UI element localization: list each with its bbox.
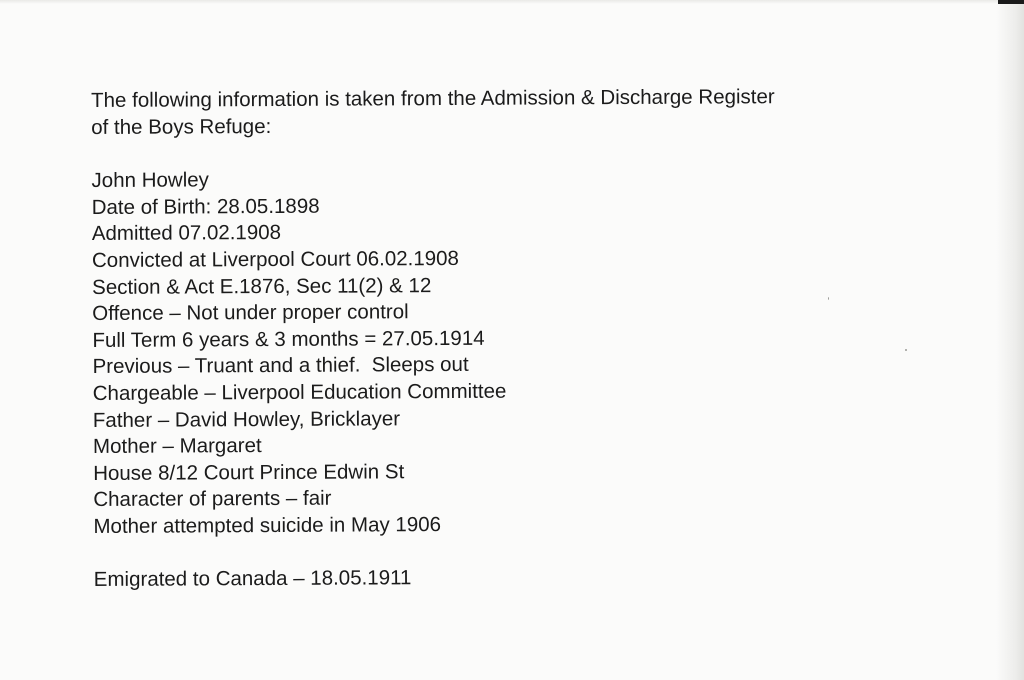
intro-line: of the Boys Refuge: — [91, 114, 272, 139]
record-mother-note: Mother attempted suicide in May 1906 — [93, 512, 442, 538]
record-emigrated: Emigrated to Canada – 18.05.1911 — [93, 565, 412, 591]
record-date-of-birth: Date of Birth: 28.05.1898 — [91, 194, 320, 219]
register-text — [91, 83, 924, 593]
record-house: House 8/12 Court Prince Edwin St — [93, 459, 405, 485]
intro-line: The following information is taken from the Admission & Discharge Register — [91, 85, 775, 112]
record-previous: Previous – Truant and a thief. Sleeps out — [92, 353, 469, 379]
scan-edge-top — [0, 0, 1024, 4]
record-character-of-parents: Character of parents – fair — [93, 486, 332, 512]
scan-edge-right — [996, 0, 1024, 680]
record-admitted: Admitted 07.02.1908 — [91, 221, 282, 246]
record-chargeable: Chargeable – Liverpool Education Committee — [92, 379, 507, 405]
record-full-term: Full Term 6 years & 3 months = 27.05.1914 — [92, 326, 485, 352]
scan-corner — [998, 0, 1024, 4]
record-convicted: Convicted at Liverpool Court 06.02.1908 — [91, 246, 459, 272]
record-offence: Offence – Not under proper control — [92, 300, 409, 326]
record-father: Father – David Howley, Bricklayer — [92, 406, 401, 432]
record-section-act: Section & Act E.1876, Sec 11(2) & 12 — [92, 273, 432, 299]
record-name: John Howley — [91, 168, 209, 193]
record-mother: Mother – Margaret — [92, 434, 262, 459]
